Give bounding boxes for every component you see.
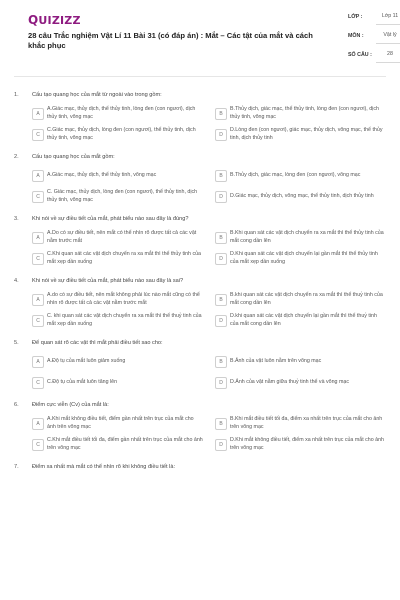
header-divider [14, 76, 386, 77]
answer-option[interactable] [32, 415, 203, 432]
meta-class-value: Lớp 11 [376, 12, 400, 25]
answer-options [14, 353, 386, 391]
option-text: D.Khi mắt không điều tiết, điểm xa nhất trên trục của mắt cho ảnh trên võng mạc [230, 436, 384, 451]
option-text: A.Giác mạc, thủy dịch, thể thủy tinh, lòng đen (con ngươi), dịch thủy tinh, võng mạc [47, 105, 196, 120]
option-text: B.Thủy dịch, giác mạc, lòng đen (con ngươi), võng mạc [230, 171, 361, 178]
option-text: D.Khi quan sát các vật dịch chuyển lại gần mắt thì thể thủy tinh của mắt xẹp dần xuống [230, 250, 378, 265]
option-letter-box[interactable]: A [32, 170, 44, 182]
answer-option[interactable] [32, 126, 203, 143]
option-letter-box[interactable]: C [32, 253, 44, 265]
answer-option[interactable] [215, 188, 386, 205]
question-number: 7. [14, 464, 19, 470]
question-text: Để quan sát rõ các vật thì mắt phải điều tiết sao cho: [32, 340, 163, 346]
question-text: Cấu tạo quang học của mắt từ ngoài vào trong gồm: [32, 92, 162, 98]
question-text: Cấu tạo quang học của mắt gồm: [32, 154, 115, 160]
option-letter-box[interactable]: A [32, 232, 44, 244]
option-letter-box[interactable]: C [32, 377, 44, 389]
answer-option[interactable] [32, 188, 203, 205]
worksheet-header [14, 0, 399, 74]
answer-options [14, 291, 386, 329]
worksheet-title: 28 câu Trắc nghiệm Vật Lí 11 Bài 31 (có đáp án) : Mắt – Các tật của mắt và cách khắc phục [28, 31, 313, 51]
question-text: Khi nói về sự điều tiết của mắt, phát biểu nào sau đây là đúng? [32, 216, 189, 222]
option-text: A.Khi mắt không điều tiết, điểm gần nhất trên trục của mắt cho ảnh trên võng mạc [47, 415, 194, 430]
question-header [14, 278, 386, 284]
answer-option[interactable] [215, 415, 386, 432]
option-text: D.Ảnh của vật nằm giữa thuỷ tinh thể và võng mạc [230, 378, 349, 385]
question-number: 1. [14, 92, 19, 98]
question-item [14, 154, 386, 205]
meta-count-label: SỐ CÂU : [348, 51, 372, 58]
option-text: C.Độ tụ của mắt luôn tăng lên [47, 378, 118, 385]
meta-class-label: LỚP : [348, 14, 363, 20]
question-header [14, 216, 386, 222]
answer-option[interactable] [215, 250, 386, 267]
question-number: 2. [14, 154, 19, 160]
option-text: B.Khi mắt điều tiết tối đa, điểm xa nhất trên trục của mắt cho ảnh trên võng mạc [230, 415, 383, 430]
option-letter-box[interactable]: C [32, 129, 44, 141]
answer-options [14, 415, 386, 453]
logo-q-letter: Q [28, 13, 39, 27]
question-item [14, 464, 386, 470]
answer-option[interactable] [32, 229, 203, 246]
answer-option[interactable] [32, 312, 203, 329]
option-letter-box[interactable]: B [215, 294, 227, 306]
question-number: 6. [14, 402, 19, 408]
option-text: D.khi quan sát các vật dịch chuyển lại gần mắt thì thể thuỷ tinh của mắt cong dần lên [230, 312, 377, 327]
meta-subject-value: Vật lý [376, 31, 400, 44]
option-text: A.Do có sự điều tiết, nên mắt có thể nhìn rõ được tất cả các vật nằm trước mắt [47, 229, 197, 244]
question-header [14, 92, 386, 98]
option-letter-box[interactable]: D [215, 191, 227, 203]
meta-subject-label: MÔN : [348, 32, 364, 39]
option-letter-box[interactable]: C [32, 191, 44, 203]
option-text: B.Khi quan sát các vật dịch chuyển ra xa mắt thì thể thủy tinh của mắt cong dần lên [230, 229, 384, 244]
option-letter-box[interactable]: B [215, 418, 227, 430]
meta-count-row [348, 50, 400, 63]
option-text: C. khi quan sát các vật dịch chuyển ra xa mắt thì thể thuỷ tinh của mắt xẹp dần xuống [47, 312, 202, 327]
answer-option[interactable] [32, 291, 203, 308]
answer-option[interactable] [215, 312, 386, 329]
answer-option[interactable] [215, 291, 386, 308]
answer-option[interactable] [32, 374, 203, 391]
answer-option[interactable] [32, 167, 203, 184]
option-text: C. Giác mạc, thủy dịch, lòng đen (con ngươi), thể thủy tinh, dịch thủy tinh, võng mạc [47, 188, 198, 203]
option-letter-box[interactable]: D [215, 439, 227, 451]
question-item [14, 278, 386, 329]
answer-option[interactable] [215, 436, 386, 453]
question-item [14, 340, 386, 391]
option-text: D.Lòng đen (con ngươi), giác mạc, thủy dịch, võng mạc, thể thủy tinh, dịch thủy tinh [230, 126, 383, 141]
option-text: B.Ảnh của vật luôn nằm trên võng mạc [230, 357, 322, 364]
option-text: D.Giác mạc, thủy dịch, võng mạc, thể thủy tinh, dịch thủy tinh [230, 192, 374, 199]
question-header [14, 340, 386, 346]
option-letter-box[interactable]: D [215, 253, 227, 265]
option-text: A.Độ tụ của mắt luôn giảm xuống [47, 357, 126, 364]
question-item [14, 216, 386, 267]
answer-option[interactable] [215, 105, 386, 122]
option-letter-box[interactable]: A [32, 418, 44, 430]
option-text: B.khi quan sát các vật dịch chuyển ra xa mắt thì thể thuỷ tinh của mắt cong dần lên [230, 291, 383, 306]
question-text: Điểm cực viễn (Cv) của mắt là: [32, 402, 109, 408]
option-text: A.Giác mạc, thủy dịch, thể thủy tinh, võng mạc [47, 171, 157, 178]
answer-option[interactable] [215, 126, 386, 143]
option-letter-box[interactable]: B [215, 108, 227, 120]
answer-option[interactable] [32, 250, 203, 267]
answer-options [14, 229, 386, 267]
question-header [14, 402, 386, 408]
question-number: 3. [14, 216, 19, 222]
option-letter-box[interactable]: C [32, 315, 44, 327]
option-text: C.Giác mạc, thủy dịch, lòng đen (con ngươi), thể thủy tinh, dịch thủy tinh, võng mạc [47, 126, 196, 141]
answer-options [14, 167, 386, 205]
option-letter-box[interactable]: B [215, 232, 227, 244]
worksheet-meta [348, 12, 400, 69]
question-text: Điểm xa nhất mà mắt có thể nhìn rõ khi không điều tiết là: [32, 464, 176, 470]
answer-option[interactable] [32, 353, 203, 370]
option-letter-box[interactable]: B [215, 170, 227, 182]
answer-option[interactable] [32, 105, 203, 122]
option-letter-box[interactable]: D [215, 315, 227, 327]
meta-subject-row [348, 31, 400, 44]
option-text: C.Khi quan sát các vật dịch chuyển ra xa mắt thì thể thủy tinh của mắt xẹp dần xuống [47, 250, 201, 265]
meta-class-row [348, 12, 400, 25]
answer-option[interactable] [215, 374, 386, 391]
quizizz-logo[interactable] [28, 13, 81, 27]
question-list [14, 92, 386, 481]
answer-option[interactable] [215, 167, 386, 184]
option-letter-box[interactable]: D [215, 129, 227, 141]
option-letter-box[interactable]: A [32, 356, 44, 368]
option-text: C.Khi mắt điều tiết tối đa, điểm gần nhất trên trục của mắt cho ảnh trên võng mạc [47, 436, 203, 451]
option-text: A.do có sự điều tiết, nên mắt không phải lúc nào mắt cũng có thể nhìn rõ được tất cả các vật nằm trước mắt [47, 291, 200, 306]
question-number: 4. [14, 278, 19, 284]
question-header [14, 464, 386, 470]
option-text: B.Thủy dịch, giác mạc, thể thủy tinh, lòng đen (con ngươi), dịch thủy tinh, võng mạc [230, 105, 379, 120]
option-letter-box[interactable]: C [32, 439, 44, 451]
question-number: 5. [14, 340, 19, 346]
answer-option[interactable] [215, 353, 386, 370]
question-item [14, 92, 386, 143]
option-letter-box[interactable]: A [32, 294, 44, 306]
meta-count-value: 28 [376, 50, 400, 63]
option-letter-box[interactable]: B [215, 356, 227, 368]
option-letter-box[interactable]: D [215, 377, 227, 389]
question-text: Khi nói về sự điều tiết của mắt, phát biểu nào sau đây là sai? [32, 278, 184, 284]
answer-option[interactable] [32, 436, 203, 453]
option-letter-box[interactable]: A [32, 108, 44, 120]
answer-options [14, 105, 386, 143]
question-header [14, 154, 386, 160]
answer-option[interactable] [215, 229, 386, 246]
question-item [14, 402, 386, 453]
logo-text: UIZIZZ [38, 14, 81, 27]
